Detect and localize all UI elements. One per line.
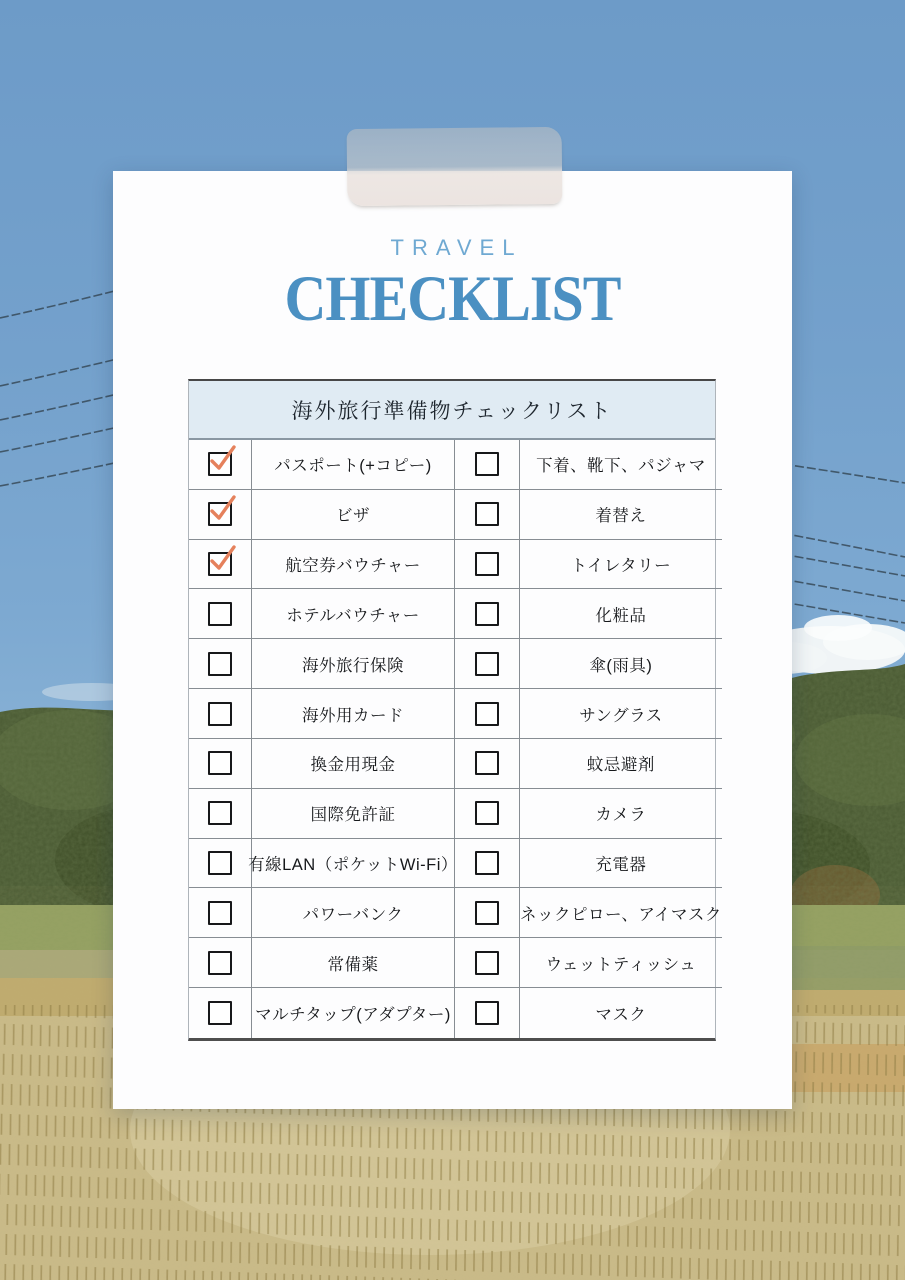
checkbox-cell <box>189 689 252 738</box>
checklist-item-label: 着替え <box>595 507 647 526</box>
checkbox-cell <box>455 839 520 888</box>
checkbox[interactable] <box>475 552 499 576</box>
checklist-item-label: マスク <box>595 1006 647 1025</box>
checkbox[interactable] <box>475 951 499 975</box>
checkbox-cell <box>189 888 252 937</box>
label-cell <box>520 639 722 688</box>
label-cell <box>520 938 722 987</box>
label-cell <box>520 789 722 838</box>
checkbox-cell <box>455 988 520 1038</box>
label-cell <box>520 888 722 937</box>
checkbox[interactable] <box>208 502 232 526</box>
checkbox[interactable] <box>475 502 499 526</box>
checkmark-icon <box>207 444 237 473</box>
page-title: CHECKLIST <box>284 261 621 335</box>
checklist-item-label: 蚊忌避剤 <box>586 756 655 775</box>
label-cell <box>520 540 722 589</box>
checkbox-cell <box>455 589 520 638</box>
checkbox[interactable] <box>208 452 232 476</box>
checklist-item-label: 常備薬 <box>327 955 379 974</box>
checkbox[interactable] <box>475 801 499 825</box>
checkbox-cell <box>455 938 520 987</box>
checklist-item-label: ホテルバウチャー <box>286 606 420 625</box>
table-row <box>189 839 722 889</box>
checkbox-cell <box>189 589 252 638</box>
checkbox-cell <box>455 739 520 788</box>
checkbox[interactable] <box>208 801 232 825</box>
checkbox-cell <box>189 739 252 788</box>
label-cell <box>252 789 455 838</box>
table-row <box>189 888 722 938</box>
checklist-item-label: 下着、靴下、パジャマ <box>536 457 706 476</box>
checklist-item-label: 傘(雨具) <box>589 656 653 675</box>
checkbox-cell <box>189 839 252 888</box>
checkbox[interactable] <box>208 702 232 726</box>
table-row <box>189 440 722 490</box>
checkbox-cell <box>189 988 252 1038</box>
checklist-item-label: 航空券バウチャー <box>285 557 421 576</box>
checklist-item-label: ネックピロー、アイマスク <box>520 905 722 924</box>
checklist-item-label: トイレタリー <box>570 557 672 576</box>
checkbox[interactable] <box>475 452 499 476</box>
checklist-item-label: ウェットティッシュ <box>545 955 697 974</box>
label-cell <box>520 839 722 888</box>
label-cell <box>252 440 455 489</box>
checkbox-cell <box>189 639 252 688</box>
checklist-item-label: サングラス <box>579 706 663 725</box>
checkmark-icon <box>207 544 237 573</box>
checklist-table <box>188 379 722 1041</box>
checklist-item-label: 海外旅行保険 <box>302 656 404 675</box>
label-cell <box>252 689 455 738</box>
checkbox-cell <box>189 490 252 539</box>
checkbox[interactable] <box>475 851 499 875</box>
checklist-item-label: 換金用現金 <box>310 756 396 775</box>
eyebrow-title: TRAVEL <box>390 235 523 260</box>
checkbox[interactable] <box>208 851 232 875</box>
label-cell <box>520 988 722 1038</box>
label-cell <box>248 839 458 888</box>
table-row <box>189 540 722 590</box>
checkbox[interactable] <box>208 552 232 576</box>
checkbox-cell <box>189 789 252 838</box>
table-row <box>189 689 722 739</box>
label-cell <box>252 988 455 1038</box>
checkbox-cell <box>189 938 252 987</box>
table-row <box>189 988 722 1038</box>
checkbox[interactable] <box>208 652 232 676</box>
checkmark-icon <box>207 494 237 523</box>
table-row <box>189 938 722 988</box>
checkbox-cell <box>455 639 520 688</box>
table-header: 海外旅行準備物チェックリスト <box>189 381 715 440</box>
checklist-item-label: 海外用カード <box>302 706 404 725</box>
label-cell <box>252 540 455 589</box>
checkbox-cell <box>455 789 520 838</box>
checklist-item-label: パワーバンク <box>302 905 404 924</box>
checklist-body <box>189 440 722 1038</box>
checklist-card <box>113 171 792 1109</box>
checklist-item-label: カメラ <box>595 806 647 825</box>
checkbox-cell <box>455 888 520 937</box>
checklist-item-label: マルチタップ(アダプター) <box>255 1006 451 1025</box>
table-row <box>189 589 722 639</box>
checklist-item-label: パスポート(+コピー) <box>274 457 432 476</box>
label-cell <box>520 739 722 788</box>
label-cell <box>252 589 455 638</box>
label-cell <box>252 938 455 987</box>
checkbox[interactable] <box>475 901 499 925</box>
table-row <box>189 490 722 540</box>
checkbox[interactable] <box>208 602 232 626</box>
table-row <box>189 789 722 839</box>
checkbox-cell <box>455 540 520 589</box>
checklist-item-label: ビザ <box>336 507 370 526</box>
checklist-item-label: 国際免許証 <box>310 806 396 825</box>
checkbox-cell <box>455 490 520 539</box>
checkbox[interactable] <box>208 901 232 925</box>
checklist-item-label: 充電器 <box>595 856 647 875</box>
checkbox[interactable] <box>208 951 232 975</box>
table-row <box>189 639 722 689</box>
checkbox[interactable] <box>475 702 499 726</box>
checkbox[interactable] <box>475 1001 499 1025</box>
checklist-item-label: 化粧品 <box>595 606 647 625</box>
checkbox[interactable] <box>208 751 232 775</box>
checkbox-cell <box>189 540 252 589</box>
label-cell <box>520 689 722 738</box>
checkbox[interactable] <box>475 751 499 775</box>
label-cell <box>520 490 722 539</box>
checkbox[interactable] <box>475 652 499 676</box>
label-cell <box>252 639 455 688</box>
label-cell <box>520 589 722 638</box>
table-row <box>189 739 722 789</box>
checklist-item-label: 有線LAN（ポケットWi-Fi） <box>248 856 458 875</box>
washi-tape <box>347 127 563 206</box>
label-cell <box>520 440 722 489</box>
checkbox-cell <box>189 440 252 489</box>
checkbox-cell <box>455 689 520 738</box>
checkbox[interactable] <box>208 1001 232 1025</box>
checkbox[interactable] <box>475 602 499 626</box>
label-cell <box>252 739 455 788</box>
label-cell <box>252 490 455 539</box>
checkbox-cell <box>455 440 520 489</box>
label-cell <box>252 888 455 937</box>
